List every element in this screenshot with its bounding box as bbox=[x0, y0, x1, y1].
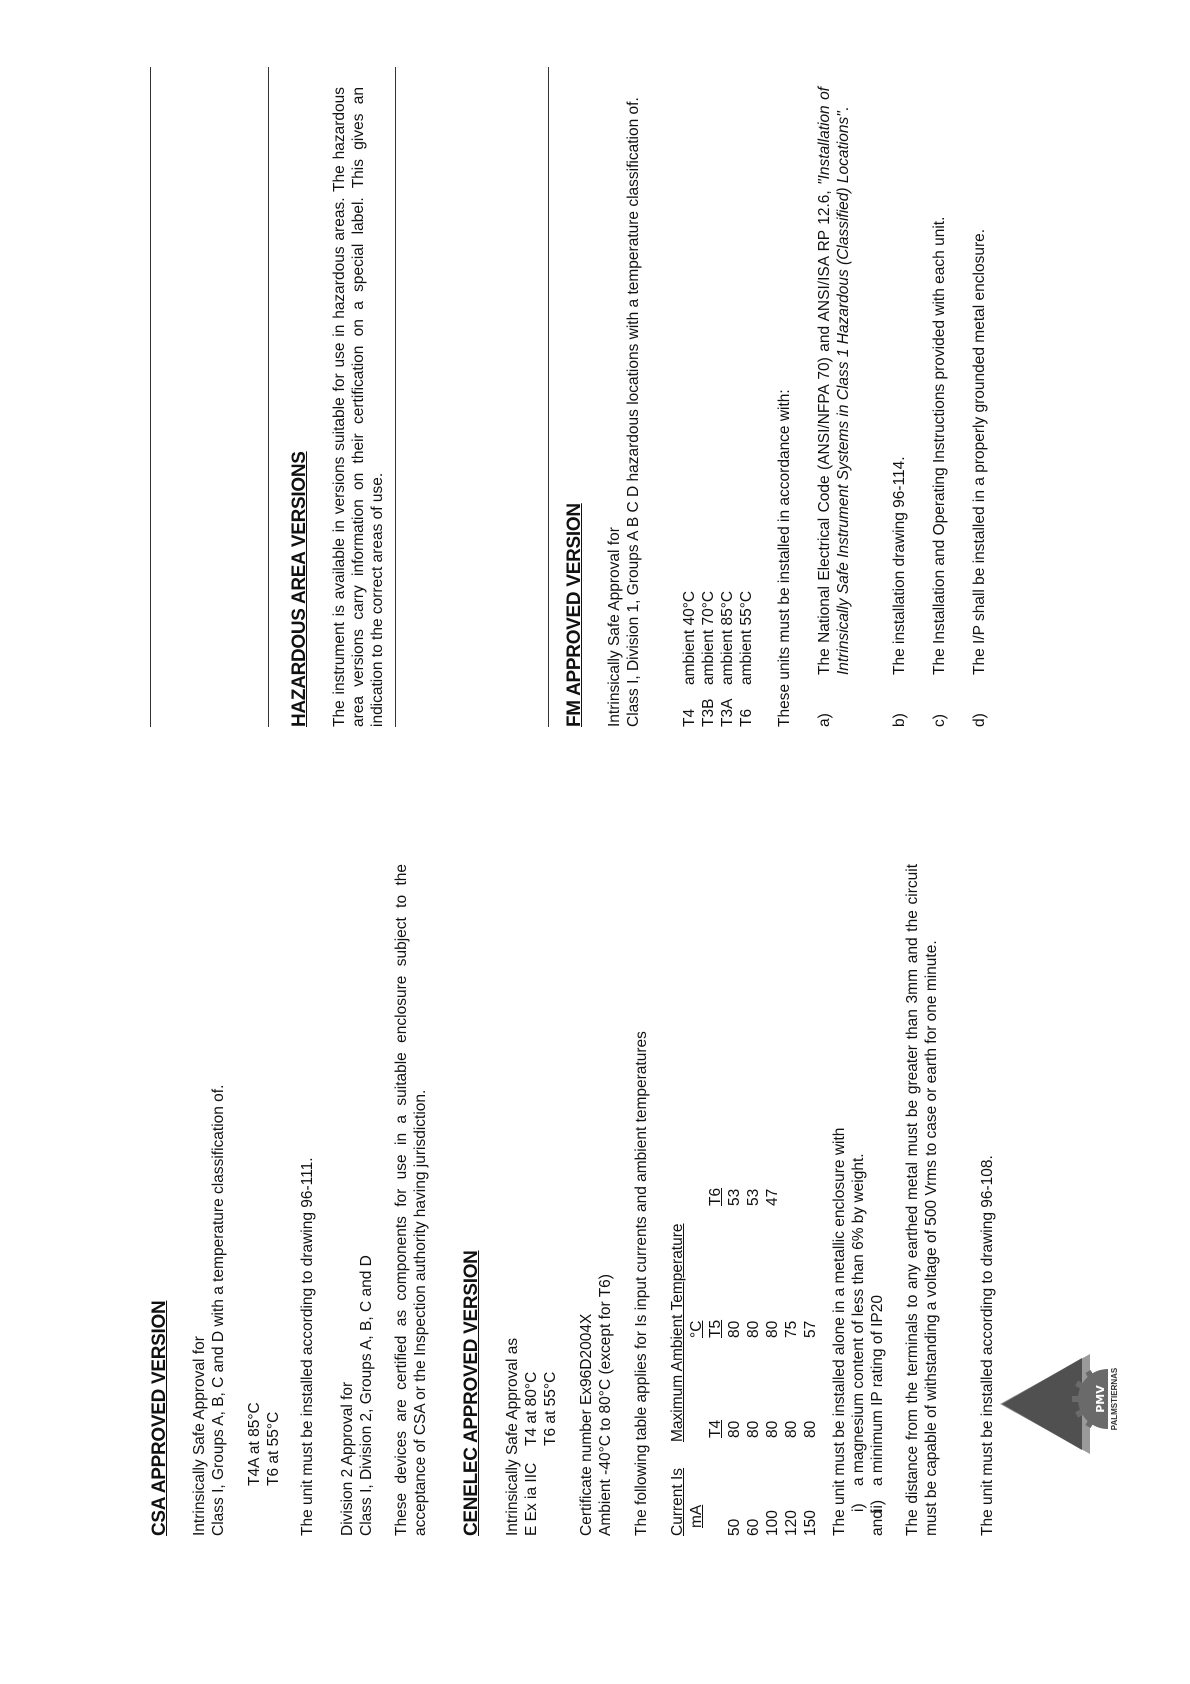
enclosure-and: and bbox=[869, 1510, 886, 1536]
fm-item-a-tail: . bbox=[835, 106, 852, 112]
table-header-current: Current Is bbox=[669, 1467, 686, 1536]
table-row-2-t6: 53 bbox=[745, 1188, 762, 1206]
fm-class-row bbox=[680, 427, 699, 727]
fm-item-text bbox=[815, 87, 853, 675]
table-header-t5: T5 bbox=[707, 1319, 724, 1338]
fm-class-code: T3A bbox=[719, 698, 736, 727]
enclosure-i-text: a magnesium content of less than 6% by weight. bbox=[850, 1153, 867, 1486]
fm-item-label: c) bbox=[931, 714, 948, 727]
cenelec-code: E Ex ia IIC bbox=[523, 1462, 540, 1536]
enclosure-ii-text: a minimum IP rating of IP20 bbox=[869, 1295, 886, 1486]
fm-class-row bbox=[718, 427, 737, 727]
cenelec-table-intro: The following table applies for Is input currents and ambient temperatures bbox=[633, 1031, 650, 1536]
fm-accordance: These units must be installed in accordance with: bbox=[776, 389, 793, 727]
cenelec-ambient: Ambient -40°C to 80°C (except for T6) bbox=[597, 1274, 614, 1536]
table-header-current-unit: mA bbox=[688, 1504, 705, 1528]
fm-item-label: a) bbox=[816, 713, 833, 727]
logo-badge: PMV bbox=[1094, 1385, 1107, 1413]
temperature-table bbox=[668, 916, 819, 1536]
table-row-4-t4: 80 bbox=[783, 1420, 800, 1438]
fm-class-desc: ambient 85°C bbox=[719, 590, 736, 685]
table-header-t4: T4 bbox=[707, 1419, 724, 1438]
table-row-5-t4: 80 bbox=[802, 1420, 819, 1438]
cenelec-approval-line1: Intrinsically Safe Approval as bbox=[504, 1337, 521, 1536]
fm-item-a-italic: "Installation of Intrinsically Safe Instrument Systems in Class 1 Hazardous (Classified) Locations" bbox=[816, 87, 852, 675]
cenelec-heading: CENELEC APPROVED VERSION bbox=[461, 1250, 482, 1536]
fm-class-row bbox=[737, 427, 756, 727]
table-row-5-current: 150 bbox=[802, 1510, 819, 1536]
table-row-3-t6: 47 bbox=[764, 1188, 781, 1206]
csa-approval-line1: Intrinsically Safe Approval for bbox=[191, 1336, 208, 1536]
fm-item-b bbox=[890, 87, 909, 727]
enclosure-i-label: i) bbox=[850, 1503, 867, 1512]
cenelec-install: The unit must be installed according to drawing 96-108. bbox=[979, 1155, 996, 1536]
fm-item-a-text: The National Electrical Code (ANSI/NFPA 70) and ANSI/ISA RP 12.6, bbox=[816, 184, 833, 675]
csa-approval-line2: Class I, Groups A, B, C and D with a temperature classification of. bbox=[210, 1084, 227, 1536]
enclosure-ii-label: ii) bbox=[869, 1499, 886, 1512]
table-row-1-current: 50 bbox=[726, 1518, 743, 1536]
table-row-1-t5: 80 bbox=[726, 1320, 743, 1338]
fm-class-desc: ambient 70°C bbox=[700, 590, 717, 685]
csa-temp1: T4A at 85°C bbox=[246, 1402, 263, 1486]
table-header-group-unit: °C bbox=[688, 1320, 705, 1338]
table-row-3-t5: 80 bbox=[764, 1320, 781, 1338]
table-row-2-t5: 80 bbox=[745, 1320, 762, 1338]
fm-class-desc: ambient 40°C bbox=[681, 590, 698, 685]
fm-class-code: T6 bbox=[738, 708, 755, 727]
fm-item-d bbox=[970, 87, 989, 727]
fm-class-row bbox=[699, 427, 718, 727]
cenelec-temp1: T4 at 80°C bbox=[523, 1371, 540, 1446]
csa-devices: These devices are certified as components for use in a suitable enclosure subject to the acceptance of CSA or the Inspection authority having jurisdiction. bbox=[393, 864, 429, 1536]
right-column bbox=[0, 87, 1190, 727]
cenelec-enclosure-line: The unit must be installed alone in a metallic enclosure with bbox=[831, 1127, 848, 1536]
table-row-3-t4: 80 bbox=[764, 1420, 781, 1438]
csa-div2-line1: Division 2 Approval for bbox=[339, 1381, 356, 1536]
table-row-1-t6: 53 bbox=[726, 1188, 743, 1206]
fm-rule-top bbox=[548, 67, 549, 727]
csa-heading: CSA APPROVED VERSION bbox=[149, 1300, 170, 1536]
enclosure-item-ii bbox=[868, 916, 887, 1536]
fm-approval-line1: Intrinsically Safe Approval for bbox=[606, 527, 623, 727]
fm-class-code: T3B bbox=[700, 698, 717, 727]
cenelec-temp2: T6 at 55°C bbox=[542, 1371, 559, 1446]
table-header-group: Maximum Ambient Temperature bbox=[669, 1223, 686, 1442]
csa-temp2: T6 at 55°C bbox=[265, 1411, 282, 1486]
hazardous-body: The instrument is available in versions suitable for use in hazardous areas. The hazardous area versions carry information on their certification on a special label. This gives an indication to the correct areas of use. bbox=[331, 87, 386, 727]
fm-approval-line2: Class I, Division 1, Groups A B C D hazardous locations with a temperature classification of. bbox=[625, 97, 642, 727]
table-row-3-current: 100 bbox=[764, 1510, 781, 1536]
left-column bbox=[0, 864, 1190, 1536]
fm-item-label: b) bbox=[891, 713, 908, 727]
table-row-5-t5: 57 bbox=[802, 1320, 819, 1338]
table-row-4-t5: 75 bbox=[783, 1320, 800, 1338]
fm-heading: FM APPROVED VERSION bbox=[564, 503, 585, 727]
csa-div2-line2: Class I, Division 2, Groups A, B, C and D bbox=[358, 1255, 375, 1536]
top-rule bbox=[150, 67, 151, 727]
table-row-4-current: 120 bbox=[783, 1510, 800, 1536]
cenelec-distance: The distance from the terminals to any earthed metal must be greater than 3mm and the circuit must be capable of withstanding a voltage of 500 Vrms to case or earth for one minute. bbox=[904, 864, 940, 1536]
fm-item-a bbox=[815, 87, 875, 727]
fm-class-code: T4 bbox=[681, 708, 698, 727]
logo-text: PALMSTIERNAS bbox=[1110, 1367, 1119, 1431]
hazardous-heading: HAZARDOUS AREA VERSIONS bbox=[289, 451, 310, 727]
table-row-2-t4: 80 bbox=[745, 1420, 762, 1438]
fm-item-text: The I/P shall be installed in a properly grounded metal enclosure. bbox=[971, 228, 988, 675]
table-row-1-t4: 80 bbox=[726, 1420, 743, 1438]
table-row-2-current: 60 bbox=[745, 1518, 762, 1536]
enclosure-item-i bbox=[849, 916, 868, 1536]
fm-item-label: d) bbox=[971, 713, 988, 727]
cenelec-certificate: Certificate number Ex96D2004X bbox=[578, 1313, 595, 1536]
hazardous-rule-top bbox=[268, 67, 269, 727]
fm-class-list bbox=[680, 427, 760, 727]
hazardous-rule-bottom bbox=[395, 67, 396, 727]
fm-item-c bbox=[930, 87, 949, 727]
table-header-t6: T6 bbox=[707, 1187, 724, 1206]
fm-item-text: The Installation and Operating Instructions provided with each unit. bbox=[931, 216, 948, 675]
fm-class-desc: ambient 55°C bbox=[738, 590, 755, 685]
csa-install: The unit must be installed according to drawing 96-111. bbox=[299, 1157, 316, 1536]
fm-item-text: The installation drawing 96-114. bbox=[891, 456, 908, 675]
